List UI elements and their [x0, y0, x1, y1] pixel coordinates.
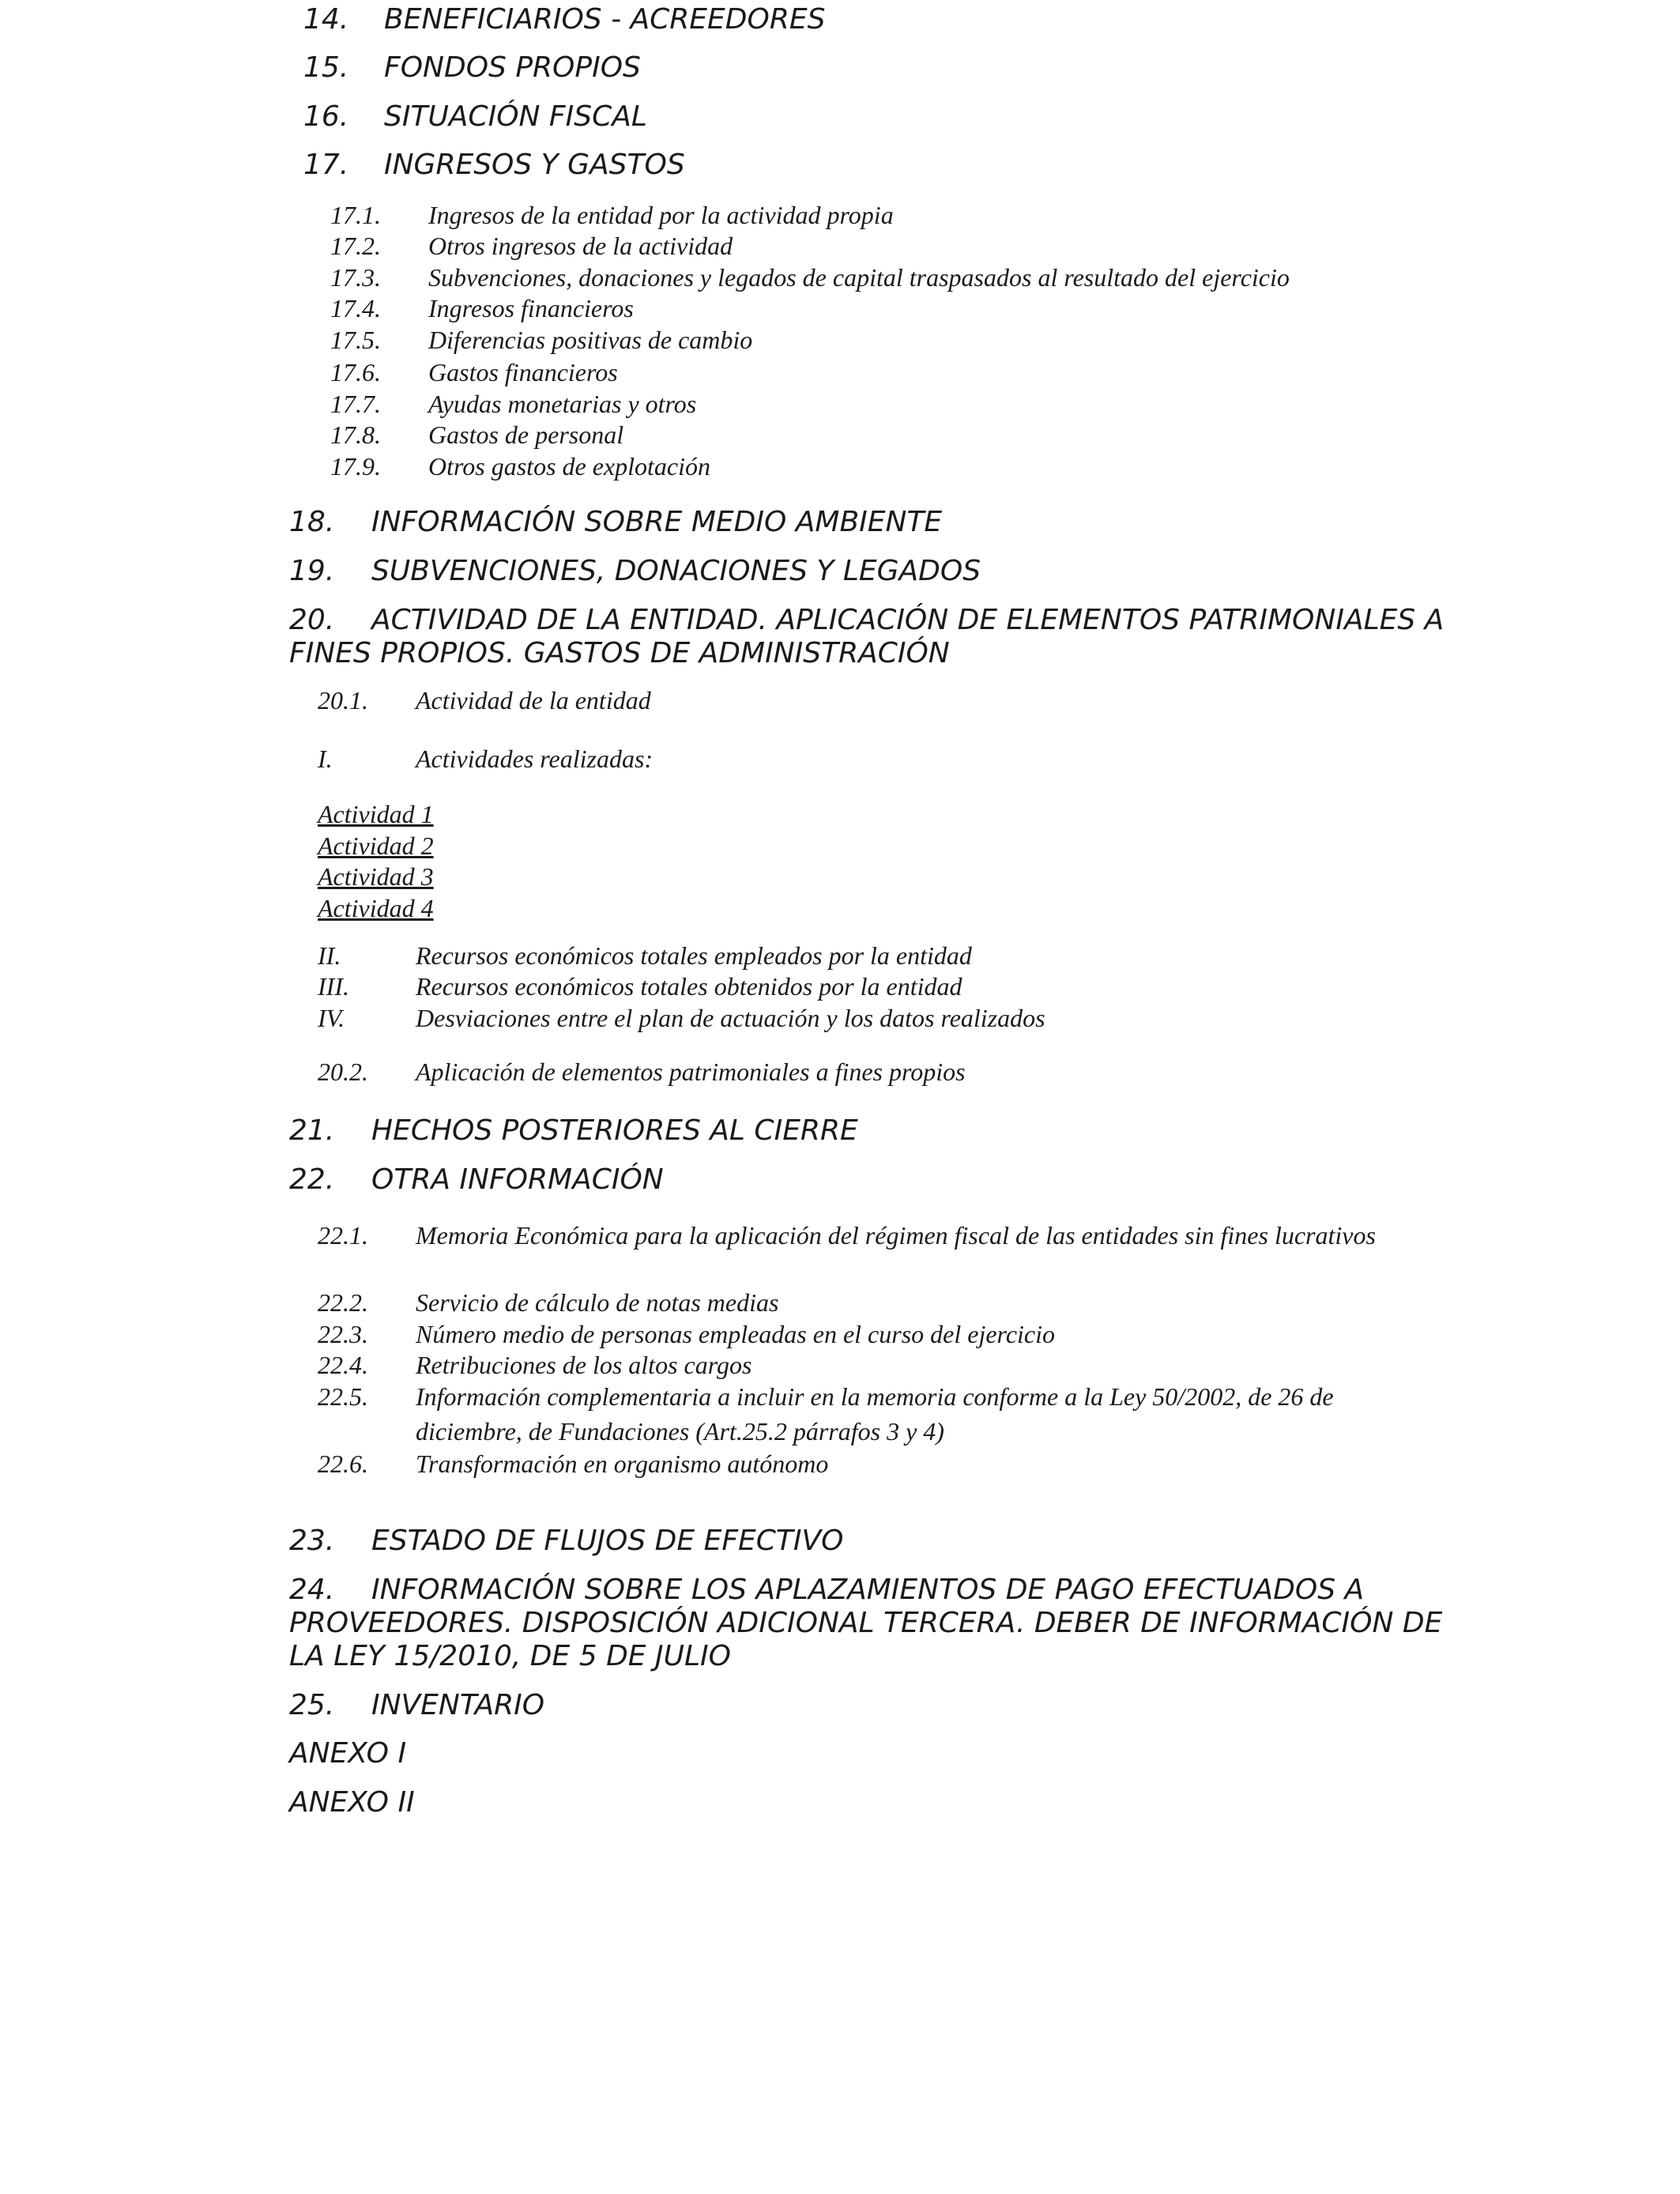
subitem-text: Ayudas monetarias y otros — [428, 390, 697, 418]
subitem-text: Aplicación de elementos patrimoniales a fines propios — [416, 1057, 966, 1086]
heading-text: FONDOS PROPIOS — [384, 51, 641, 84]
heading-number: 18. — [289, 506, 335, 538]
heading-number: 15. — [303, 51, 349, 84]
roman-number: I. — [318, 745, 333, 773]
subitem-number: 22.4. — [318, 1351, 368, 1379]
heading-text: INGRESOS Y GASTOS — [384, 149, 685, 181]
subitem-text: Servicio de cálculo de notas medias — [416, 1288, 779, 1317]
subitem-text: Información complementaria a incluir en la memoria conforme a la Ley 50/2002, de 26 de diciembre, de Fundaciones (Art.25.2 párrafos 3 y 4) — [416, 1382, 1334, 1446]
subitem-number: 17.3. — [330, 263, 381, 292]
heading-number: 17. — [303, 149, 349, 181]
actividad-link-1: Actividad 1 — [318, 800, 434, 828]
subitem-number: 17.5. — [330, 326, 381, 354]
subitem-number: 22.6. — [318, 1449, 368, 1478]
subitem-text: Número medio de personas empleadas en el curso del ejercicio — [416, 1320, 1055, 1348]
heading-text: ESTADO DE FLUJOS DE EFECTIVO — [371, 1525, 844, 1557]
anexo-2: ANEXO II — [289, 1786, 415, 1819]
subitem-number: 22.5. — [318, 1382, 368, 1411]
heading-20 — [289, 604, 1451, 670]
subitem-number: 17.7. — [330, 390, 381, 418]
subitem-number: 20.1. — [318, 686, 368, 714]
heading-number: 23. — [289, 1525, 335, 1557]
subitem-number: 22.1. — [318, 1221, 368, 1250]
subitem-number: 17.4. — [330, 294, 381, 322]
heading-number: 25. — [289, 1689, 335, 1721]
actividad-link-4: Actividad 4 — [318, 894, 434, 922]
subitem-text: Retribuciones de los altos cargos — [416, 1351, 752, 1379]
actividad-link-3: Actividad 3 — [318, 862, 434, 891]
subitem-text: Actividad de la entidad — [416, 686, 651, 714]
roman-number: IV. — [318, 1004, 345, 1032]
heading-number: 14. — [303, 3, 349, 36]
subitem-number: 22.2. — [318, 1288, 368, 1317]
heading-number: 19. — [289, 555, 335, 587]
subitem-text: Gastos financieros — [428, 358, 618, 386]
subitem-number: 17.9. — [330, 452, 381, 481]
subitem-number: 22.3. — [318, 1320, 368, 1348]
roman-number: III. — [318, 972, 349, 1001]
heading-text: SUBVENCIONES, DONACIONES Y LEGADOS — [371, 555, 981, 587]
heading-text: INFORMACIÓN SOBRE LOS APLAZAMIENTOS DE PAGO EFECTUADOS A PROVEEDORES. DISPOSICIÓN ADICIONAL TERCERA. DEBER DE INFORMACIÓN DE LA LEY 15/2010, DE 5 DE JULIO — [289, 1574, 1443, 1672]
heading-number: 20. — [289, 604, 335, 636]
subitem-text: Memoria Económica para la aplicación del régimen fiscal de las entidades sin fines lucrativos — [416, 1221, 1376, 1250]
heading-text: BENEFICIARIOS - ACREEDORES — [384, 3, 826, 36]
subitem-text: Otros gastos de explotación — [428, 452, 710, 481]
subitem-text: Otros ingresos de la actividad — [428, 232, 733, 260]
heading-text: SITUACIÓN FISCAL — [384, 100, 647, 133]
heading-number: 22. — [289, 1163, 335, 1196]
subitem-text: Transformación en organismo autónomo — [416, 1449, 829, 1478]
subitem-text: Diferencias positivas de cambio — [428, 326, 753, 354]
heading-text: HECHOS POSTERIORES AL CIERRE — [371, 1114, 858, 1147]
subitem-text: Gastos de personal — [428, 420, 624, 449]
heading-number: 16. — [303, 100, 349, 133]
heading-24 — [289, 1574, 1451, 1673]
subitem-number: 17.2. — [330, 232, 381, 260]
heading-text: INFORMACIÓN SOBRE MEDIO AMBIENTE — [371, 506, 943, 538]
heading-text: INVENTARIO — [371, 1689, 545, 1721]
heading-text: OTRA INFORMACIÓN — [371, 1163, 664, 1196]
heading-text: ACTIVIDAD DE LA ENTIDAD. APLICACIÓN DE ELEMENTOS PATRIMONIALES A FINES PROPIOS. GASTOS DE ADMINISTRACIÓN — [289, 604, 1445, 669]
heading-number: 24. — [289, 1574, 335, 1606]
roman-text: Desviaciones entre el plan de actuación y los datos realizados — [416, 1004, 1045, 1032]
subitem-number: 17.8. — [330, 420, 381, 449]
roman-text: Recursos económicos totales empleados por la entidad — [416, 941, 972, 970]
subitem-text: Ingresos financieros — [428, 294, 634, 322]
roman-text: Actividades realizadas: — [416, 745, 654, 773]
subitem-text: Subvenciones, donaciones y legados de capital traspasados al resultado del ejercicio — [428, 263, 1290, 292]
roman-text: Recursos económicos totales obtenidos por la entidad — [416, 972, 962, 1001]
subitem-number: 17.1. — [330, 201, 381, 229]
subitem-number: 17.6. — [330, 358, 381, 386]
heading-number: 21. — [289, 1114, 335, 1147]
actividad-link-2: Actividad 2 — [318, 831, 434, 860]
subitem-number: 20.2. — [318, 1057, 368, 1086]
anexo-1: ANEXO I — [289, 1737, 407, 1770]
subitem-text: Ingresos de la entidad por la actividad propia — [428, 201, 894, 229]
roman-number: II. — [318, 941, 341, 970]
